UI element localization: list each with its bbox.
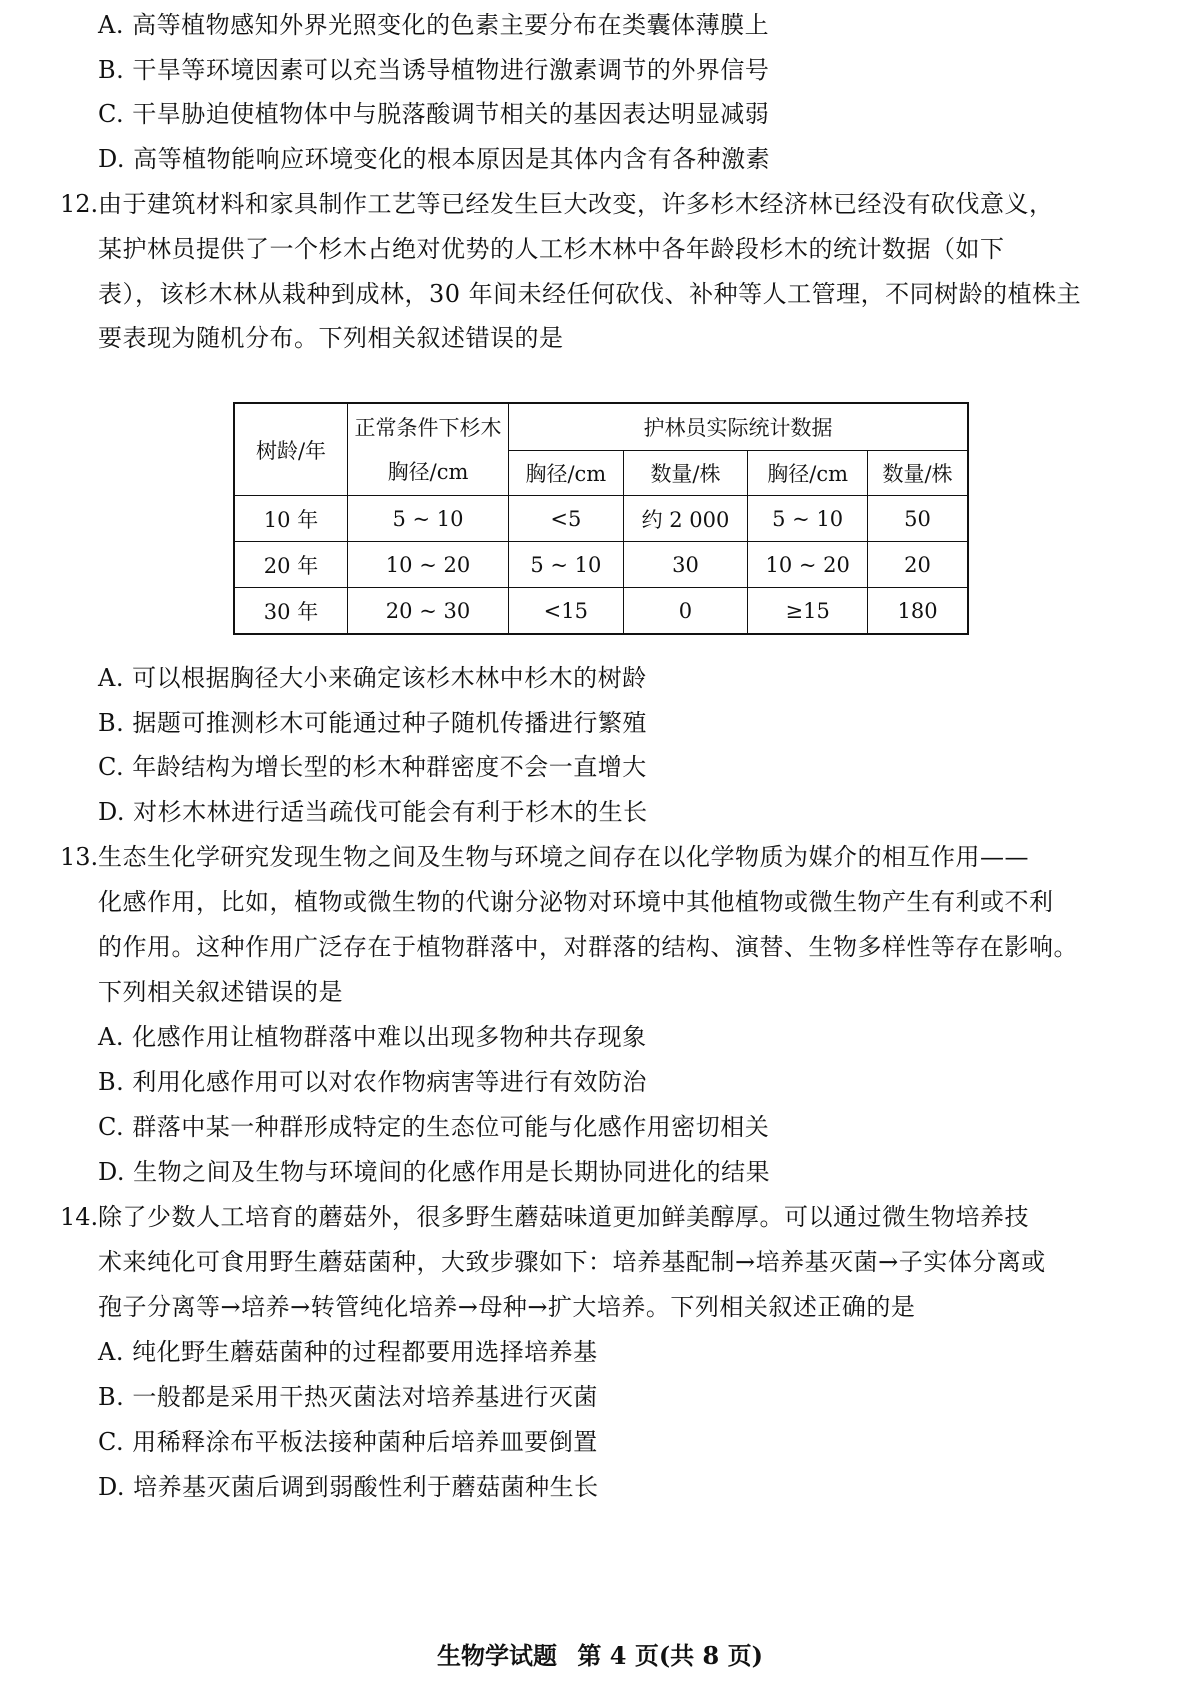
table-cell-normal: 10 ~ 20: [348, 542, 509, 588]
table-cell: 0: [623, 588, 748, 635]
q12-option-a: A. 可以根据胸径大小来确定该杉木林中杉木的树龄: [98, 664, 647, 692]
q13-stem-line: 的作用。这种作用广泛存在于植物群落中，对群落的结构、演替、生物多样性等存在影响。: [98, 933, 1078, 961]
q11-option-d: D. 高等植物能响应环境变化的根本原因是其体内含有各种激素: [98, 145, 771, 173]
page-footer: [0, 1636, 1200, 1671]
table-subheader-count: 数量/株: [868, 451, 968, 496]
table-cell: <15: [509, 588, 624, 635]
q11-option-c: C. 干旱胁迫使植物体中与脱落酸调节相关的基因表达明显减弱: [98, 100, 770, 128]
table-cell: 50: [868, 496, 968, 542]
table-subheader-diameter: 胸径/cm: [509, 451, 624, 496]
q13-option-c: C. 群落中某一种群形成特定的生态位可能与化感作用密切相关: [98, 1113, 770, 1141]
table-row: [234, 588, 968, 635]
q12-stem-line: 由于建筑材料和家具制作工艺等已经发生巨大改变，许多杉木经济林已经没有砍伐意义，: [98, 190, 1054, 218]
table-cell: 5 ~ 10: [748, 496, 868, 542]
table-header-normal-diameter: 正常条件下杉木胸径/cm: [348, 403, 509, 496]
q13-stem-line: 生态生化学研究发现生物之间及生物与环境之间存在以化学物质为媒介的相互作用——: [98, 843, 1029, 871]
q11-option-b: B. 干旱等环境因素可以充当诱导植物进行激素调节的外界信号: [98, 56, 770, 84]
q12-option-b: B. 据题可推测杉木可能通过种子随机传播进行繁殖: [98, 709, 647, 737]
q12-stem-line: 表），该杉木林从栽种到成林，30 年间未经任何砍伐、补种等人工管理，不同树龄的植株主: [98, 280, 1082, 308]
table-cell-age: 30 年: [234, 588, 348, 635]
table-subheader-diameter: 胸径/cm: [748, 451, 868, 496]
q13-option-b: B. 利用化感作用可以对农作物病害等进行有效防治: [98, 1068, 647, 1096]
table-cell: ≥15: [748, 588, 868, 635]
q12-option-c: C. 年龄结构为增长型的杉木种群密度不会一直增大: [98, 753, 647, 781]
table-row: [234, 496, 968, 542]
q14-option-d: D. 培养基灭菌后调到弱酸性利于蘑菇菌种生长: [98, 1473, 599, 1501]
table-cell-age: 20 年: [234, 542, 348, 588]
table-cell: 5 ~ 10: [509, 542, 624, 588]
q12-stem-line: 要表现为随机分布。下列相关叙述错误的是: [98, 324, 564, 352]
q13-number: 13.: [60, 843, 99, 871]
table-header-actual-stats: 护林员实际统计数据: [509, 403, 969, 451]
table-cell: 约 2 000: [623, 496, 748, 542]
q14-option-c: C. 用稀释涂布平板法接种菌种后培养皿要倒置: [98, 1428, 598, 1456]
table-cell: 180: [868, 588, 968, 635]
table-subheader-count: 数量/株: [623, 451, 748, 496]
table-cell-age: 10 年: [234, 496, 348, 542]
table-cell-normal: 20 ~ 30: [348, 588, 509, 635]
table-cell: 30: [623, 542, 748, 588]
q12-number: 12.: [60, 190, 99, 218]
table-header-age: 树龄/年: [234, 403, 348, 496]
q13-option-d: D. 生物之间及生物与环境间的化感作用是长期协同进化的结果: [98, 1158, 771, 1186]
q14-number: 14.: [60, 1203, 99, 1231]
q12-data-table: [233, 402, 969, 635]
q14-option-b: B. 一般都是采用干热灭菌法对培养基进行灭菌: [98, 1383, 598, 1411]
q14-stem-line: 除了少数人工培育的蘑菇外，很多野生蘑菇味道更加鲜美醇厚。可以通过微生物培养技: [98, 1203, 1029, 1231]
q14-stem-line: 术来纯化可食用野生蘑菇菌种，大致步骤如下：培养基配制→培养基灭菌→子实体分离或: [98, 1248, 1046, 1276]
q13-stem-line: 化感作用，比如，植物或微生物的代谢分泌物对环境中其他植物或微生物产生有利或不利: [98, 888, 1054, 916]
q11-option-a: A. 高等植物感知外界光照变化的色素主要分布在类囊体薄膜上: [98, 11, 770, 39]
q12-option-d: D. 对杉木林进行适当疏伐可能会有利于杉木的生长: [98, 798, 648, 826]
table-cell: <5: [509, 496, 624, 542]
q13-stem-line: 下列相关叙述错误的是: [98, 978, 343, 1006]
table-cell: 20: [868, 542, 968, 588]
footer-subject: 生物学试题: [437, 1641, 558, 1670]
table-cell-normal: 5 ~ 10: [348, 496, 509, 542]
table-row: [234, 542, 968, 588]
q13-option-a: A. 化感作用让植物群落中难以出现多物种共存现象: [98, 1023, 647, 1051]
table-cell: 10 ~ 20: [748, 542, 868, 588]
q12-stem-line: 某护林员提供了一个杉木占绝对优势的人工杉木林中各年龄段杉木的统计数据（如下: [98, 235, 1005, 263]
footer-page-number: 第 4 页(共 8 页): [577, 1641, 763, 1670]
q14-stem-line: 孢子分离等→培养→转管纯化培养→母种→扩大培养。下列相关叙述正确的是: [98, 1293, 916, 1321]
q14-option-a: A. 纯化野生蘑菇菌种的过程都要用选择培养基: [98, 1338, 598, 1366]
